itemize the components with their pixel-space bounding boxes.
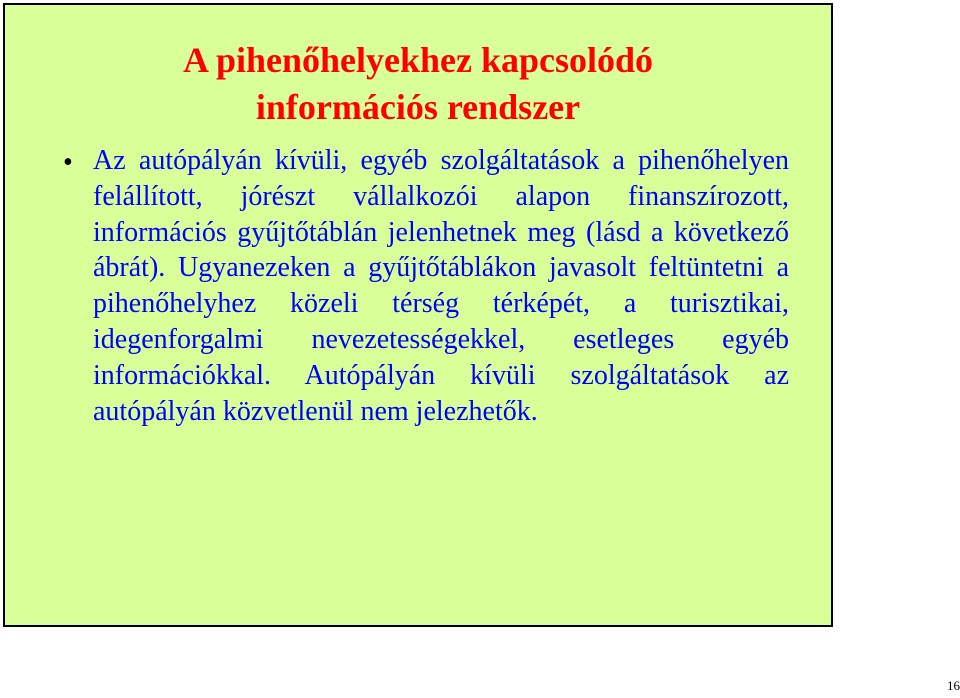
bullet-item — [63, 143, 789, 429]
slide-title-line-1: A pihenőhelyekhez kapcsolódó — [182, 40, 654, 80]
slide-panel — [3, 3, 833, 627]
page-number: 16 — [947, 678, 960, 693]
bullet-point: • — [63, 147, 73, 178]
bullet-text: Az autópályán kívüli, egyéb szolgáltatások a pihenőhelyen felállított, jórészt vállalkozói alapon finanszírozott, információs gyűjtőtáblán jelenhetnek meg (lásd a következő ábrát). Ugyanezeken a gyűjtőtáblákon javasolt feltüntetni a pihenőhelyhez közeli térség térképét, a turisztikai, idegenforgalmi nevezetességekkel, esetleges egyéb információkkal. Autópályán kívüli szolgáltatások az autópályán közvetlenül nem jelezhetők. — [93, 145, 789, 427]
slide-title — [5, 37, 831, 131]
slide-title-line-2: információs rendszer — [255, 87, 581, 127]
